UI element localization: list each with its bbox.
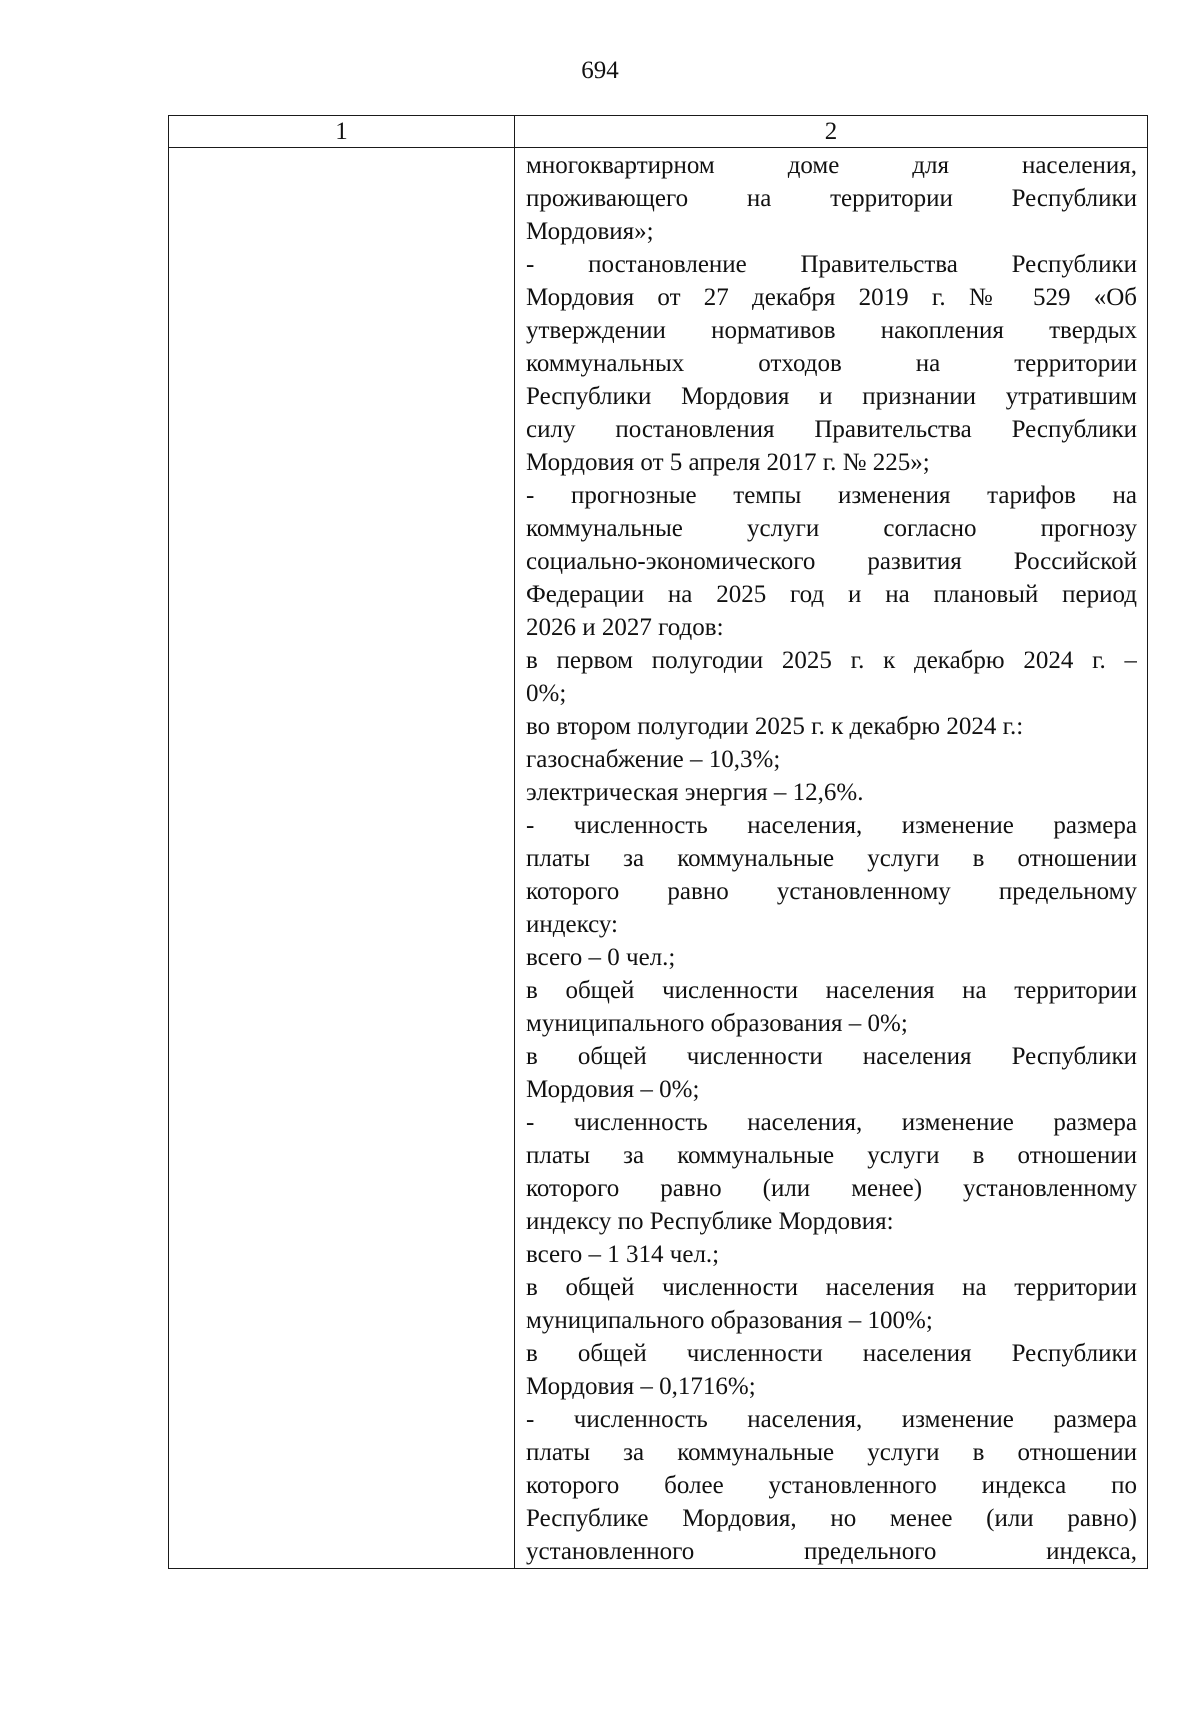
text-line: - прогнозные темпы изменения тарифов на xyxy=(526,482,1137,509)
text-line: - численность населения, изменение размера xyxy=(526,812,1137,839)
text-line: 2026 и 2027 годов: xyxy=(526,614,724,641)
text-line: Мордовия – 0,1716%; xyxy=(526,1373,756,1400)
text-line: Республике Мордовия, но менее (или равно) xyxy=(526,1505,1137,1532)
text-line: которого равно (или менее) установленному xyxy=(526,1175,1137,1202)
text-line: установленного предельного индекса, xyxy=(526,1538,1137,1565)
text-line: муниципального образования – 100%; xyxy=(526,1307,933,1334)
text-line: индексу по Республике Мордовия: xyxy=(526,1208,894,1235)
text-line: которого равно установленному предельному xyxy=(526,878,1137,905)
text-line: в первом полугодии 2025 г. к декабрю 2024 г. – xyxy=(526,647,1137,674)
text-line: платы за коммунальные услуги в отношении xyxy=(526,1142,1137,1169)
text-line: платы за коммунальные услуги в отношении xyxy=(526,1439,1137,1466)
text-line: - численность населения, изменение размера xyxy=(526,1109,1137,1136)
text-line: многоквартирном доме для населения, xyxy=(526,152,1137,179)
text-line: коммунальных отходов на территории xyxy=(526,350,1137,377)
text-line: в общей численности населения Республики xyxy=(526,1043,1137,1070)
text-line: газоснабжение – 10,3%; xyxy=(526,746,781,773)
text-line: социально-экономического развития Российской xyxy=(526,548,1137,575)
text-line: силу постановления Правительства Республики xyxy=(526,416,1137,443)
text-line: Республики Мордовия и признании утратившим xyxy=(526,383,1137,410)
text-line: - постановление Правительства Республики xyxy=(526,251,1137,278)
text-line: электрическая энергия – 12,6%. xyxy=(526,779,864,806)
text-line: муниципального образования – 0%; xyxy=(526,1010,908,1037)
text-line: в общей численности населения на территории xyxy=(526,977,1137,1004)
text-line: в общей численности населения на территории xyxy=(526,1274,1137,1301)
text-line: проживающего на территории Республики xyxy=(526,185,1137,212)
text-line: платы за коммунальные услуги в отношении xyxy=(526,845,1137,872)
column-2-cell xyxy=(515,148,1148,1569)
column-header-2: 2 xyxy=(515,116,1148,148)
text-line: утверждении нормативов накопления твердых xyxy=(526,317,1137,344)
text-line: Мордовия»; xyxy=(526,218,654,245)
text-line: во втором полугодии 2025 г. к декабрю 2024 г.: xyxy=(526,713,1024,740)
text-line: Мордовия – 0%; xyxy=(526,1076,700,1103)
text-line: Мордовия от 27 декабря 2019 г. № 529 «Об xyxy=(526,284,1137,311)
text-line: которого более установленного индекса по xyxy=(526,1472,1137,1499)
text-line: в общей численности населения Республики xyxy=(526,1340,1137,1367)
text-line: 0%; xyxy=(526,680,567,707)
text-line: всего – 0 чел.; xyxy=(526,944,676,971)
text-line: коммунальные услуги согласно прогнозу xyxy=(526,515,1137,542)
text-line: индексу: xyxy=(526,911,618,938)
table-content-row xyxy=(169,148,1148,1569)
text-line: Мордовия от 5 апреля 2017 г. № 225»; xyxy=(526,449,930,476)
page-number: 694 xyxy=(581,57,619,84)
text-lines xyxy=(526,149,1137,1568)
text-line: Федерации на 2025 год и на плановый период xyxy=(526,581,1137,608)
text-line: всего – 1 314 чел.; xyxy=(526,1241,720,1268)
column-1-cell xyxy=(169,148,515,1569)
column-header-1: 1 xyxy=(169,116,515,148)
table-header-row xyxy=(169,116,1148,148)
document-table xyxy=(168,115,1148,1569)
text-line: - численность населения, изменение размера xyxy=(526,1406,1137,1433)
